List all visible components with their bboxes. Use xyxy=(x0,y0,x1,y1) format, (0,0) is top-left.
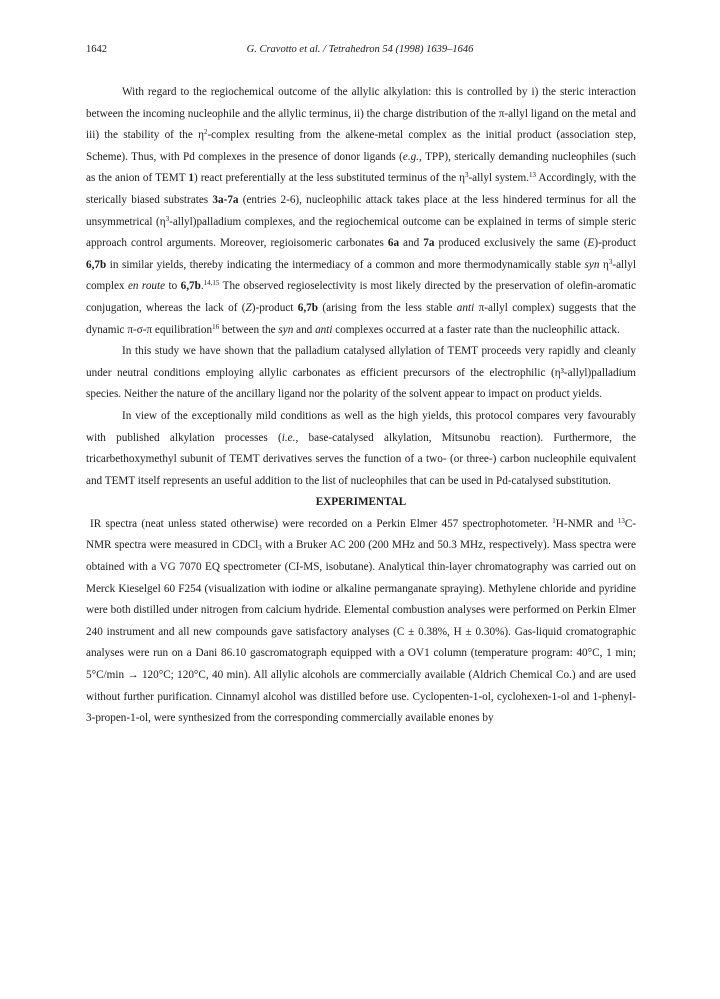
page-header xyxy=(86,44,634,60)
paragraph-comparison: In view of the exceptionally mild conditions as well as the high yields, this protocol compares very favourably with published alkylation processes (i.e., base-catalysed alkylation, Mitsunobu reaction). Furthermore, the tricarbethoxymethyl subunit of TEMT derivatives serves the function of a two- (or three-) carbon nucleophile equivalent and TEMT itself represents an useful addition to the list of nucleophiles that can be used in Pd-catalysed substitution. xyxy=(86,409,636,487)
running-head: G. Cravotto et al. / Tetrahedron 54 (1998) 1639–1646 xyxy=(246,44,474,55)
paragraph-conclusion: In this study we have shown that the palladium catalysed allylation of TEMT proceeds very rapidly and cleanly under neutral conditions employing allylic carbonates as efficient precursors of the electrophilic (η³-allyl)palladium species. Neither the nature of the ancillary ligand nor the polarity of the solvent appear to impact on product yields. xyxy=(86,345,636,401)
page-number: 1642 xyxy=(86,44,107,55)
article-body xyxy=(86,82,636,730)
paragraph-experimental: IR spectra (neat unless stated otherwise) were recorded on a Perkin Elmer 457 spectrophotometer. $^1$H-NMR and $^{13}$C-NMR spectra were measured in CDCl$_3$ with a Bruker AC 200 (200 MHz and 50.3 MHz, respectively). Mass spectra were obtained with a VG 7070 EQ spectrometer (CI-MS, isobutane). Analytical thin-layer chromatography was carried out on Merck Kieselgel 60 F254 (visualization with iodine or alkaline permanganate spraying). Methylene chloride and pyridine were both distilled under nitrogen from calcium hydride. Elemental combustion analyses were performed on Perkin Elmer 240 instrument and all new compounds gave satisfactory analyses (C ± 0.38%, H ± 0.30%). Gas-liquid cromatographic analyses were run on a Dani 86.10 gascromatograph equipped with a OV1 column (temperature program: 40°C, 1 min; 5°C/min → 120°C; 120°C, 40 min). All allylic alcohols are commercially available (Aldrich Chemical Co.) and are used without further purification. Cinnamyl alcohol was distilled before use. Cyclopenten-1-ol, cyclohexen-1-ol and 1-phenyl-3-propen-1-ol, were synthesized from the corresponding commercially available enones by xyxy=(86,516,636,725)
section-heading-experimental: EXPERIMENTAL xyxy=(315,496,407,509)
paragraph-regiochemistry: With regard to the regiochemical outcome of the allylic alkylation: this is controlled by i) the steric interaction between the incoming nucleophile and the allylic terminus, ii) the charge distribution of the π-allyl ligand on the metal and iii) the stability of the $\eta^2$-complex resulting from the alkene-metal complex as the initial product (association step, Scheme). Thus, with Pd complexes in the presence of donor ligands (e.g., TPP), sterically demanding nucleophiles (such as the anion of TEMT 1) react preferentially at the less substituted terminus of the $\eta^3$-allyl system.$^{13}$ Accordingly, with the sterically biased substrates 3a-7a (entries 2-6), nucleophilic attack takes place at the less hindered terminus for all the unsymmetrical $(\eta^3-allyl)palladium$ complexes, and the regiochemical outcome can be explained in terms of simple steric approach control arguments. Moreover, regioisomeric carbonates 6a and 7a produced exclusively the same (E)-product 6,7b in similar yields, thereby indicating the intermediacy of a common and more thermodynamically stable syn $\eta^3$-allyl complex en route to 6,7b.$^{14,15}$ The observed regioselectivity is most likely directed by the preservation of olefin-aromatic conjugation, whereas the lack of (Z)-product 6,7b (arising from the less stable anti π-allyl complex) suggests that the dynamic π-σ-π equilibration$^{16}$ between the syn and anti complexes occurred at a faster rate than the nucleophilic attack. xyxy=(86,86,637,336)
